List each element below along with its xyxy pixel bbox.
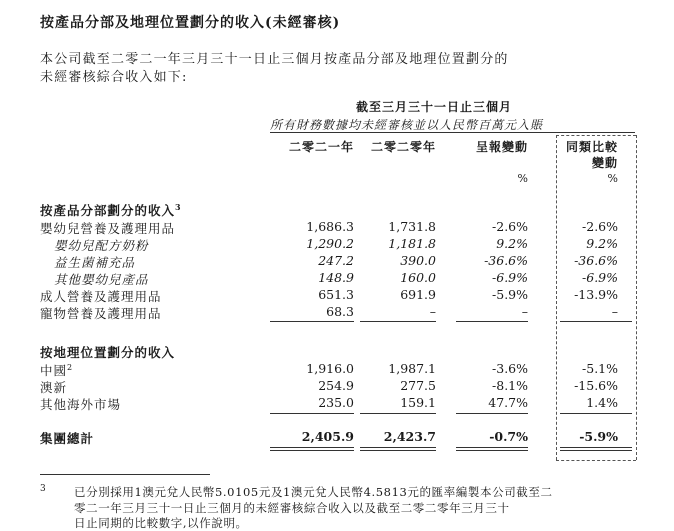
like-box-top — [556, 135, 636, 136]
col-header-like-2: 變動 — [591, 156, 618, 170]
like-box-left — [556, 135, 557, 460]
pct-reported: % — [517, 172, 528, 185]
product-section-title: 按產品分部劃分的收入$^3$ — [40, 201, 182, 218]
footnote-line-2: 零二一年三月三十一日止三個月的未經審核綜合收入以及截至二零二零年三月三十 — [74, 501, 510, 515]
geo-subtotal-rule-like — [560, 413, 632, 414]
col-header-2021: 二零二一年 — [288, 140, 354, 154]
geo-subtotal-rule-2020 — [360, 413, 436, 414]
geo-section-title: 按地理位置劃分的收入 — [40, 345, 176, 360]
product-subtotal-rule-2021 — [270, 321, 354, 322]
geo-subtotal-rule-reported — [456, 413, 528, 414]
col-header-like-1: 同類比較 — [565, 140, 618, 154]
product-subtotal-rule-reported — [456, 321, 528, 322]
total-underline-2020 — [360, 447, 436, 448]
intro-line-2: 未經審核綜合收入如下: — [40, 70, 188, 85]
col-header-2020: 二零二零年 — [370, 140, 436, 154]
total-underline-like — [560, 447, 632, 448]
header-rule — [270, 132, 635, 133]
footnote-separator — [40, 474, 210, 475]
product-subtotal-rule-2020 — [360, 321, 436, 322]
footnote-line-3: 日止同期的比較數字,以作說明。 — [74, 516, 248, 530]
total-underline-reported-second — [456, 450, 528, 451]
product-subtotal-rule-like — [560, 321, 632, 322]
total-underline-2020-second — [360, 450, 436, 451]
geo-subtotal-rule-2021 — [270, 413, 354, 414]
like-box-bottom — [556, 460, 636, 461]
total-underline-2021 — [270, 447, 354, 448]
basis-note: 所有財務數據均未經審核並以人民幣百萬元入賬 — [270, 118, 544, 132]
page-title: 按產品分部及地理位置劃分的收入(未經審核) — [40, 15, 341, 31]
footnote-mark: 3 — [40, 484, 47, 494]
pct-like: % — [607, 172, 618, 185]
footnote-line-1: 已分別採用1澳元兌人民幣5.0105元及1澳元兌人民幣4.5813元的匯率編製本公司截至二 — [74, 485, 553, 499]
intro-line-1: 本公司截至二零二一年三月三十一日止三個月按產品分部及地理位置劃分的 — [40, 52, 509, 67]
total-underline-2021-second — [270, 450, 354, 451]
col-header-reported: 呈報變動 — [475, 140, 528, 154]
total-underline-reported — [456, 447, 528, 448]
like-box-right — [636, 135, 637, 460]
total-underline-like-second — [560, 450, 632, 451]
period-header: 截至三月三十一日止三個月 — [356, 100, 513, 114]
